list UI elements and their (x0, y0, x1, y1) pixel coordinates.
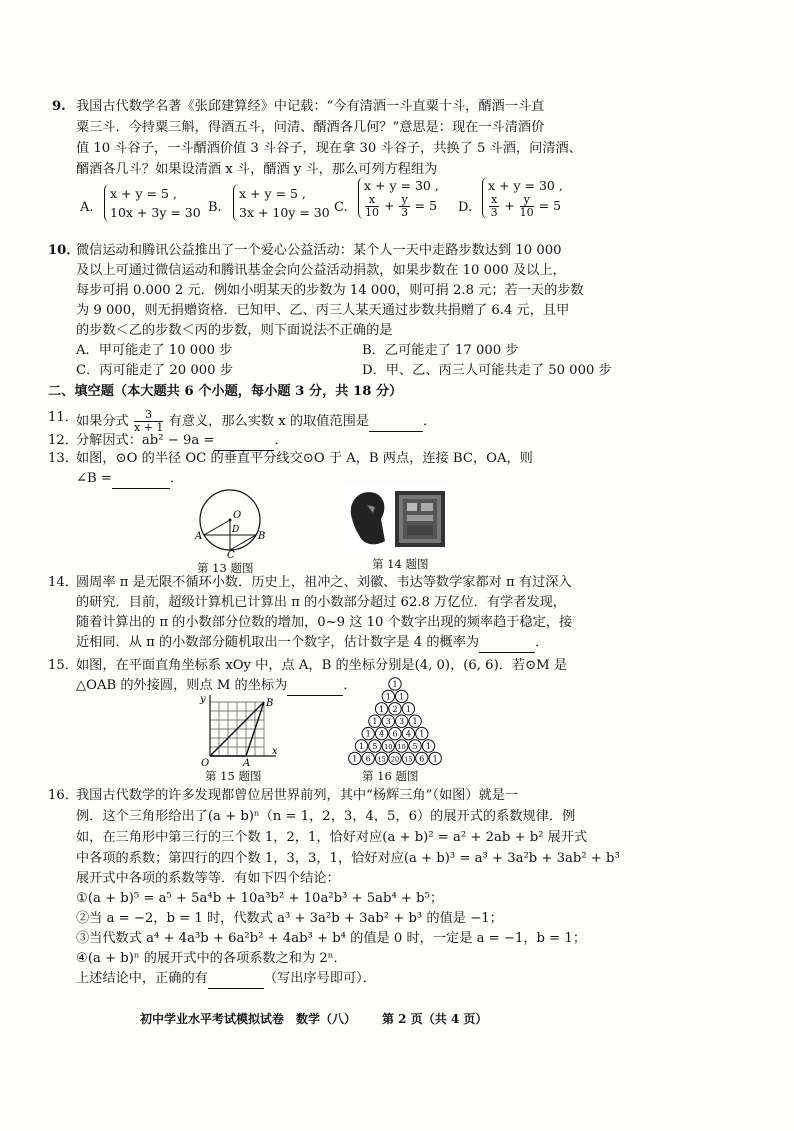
q9-option-b-eq1: x + y = 5 , (239, 186, 306, 201)
q9-line-3: 值 10 斗谷子，一斗醑酒价值 3 斗谷子，现在拿 30 斗谷子，共换了 5 斗酒，问清酒、 (76, 141, 582, 156)
q12-answer-blank (214, 432, 274, 451)
figure-15-grid (196, 692, 280, 768)
q16-line-4: 中各项的系数；第四行的四个数 1，3，3，1，恰好对应(a + b)³ = a³ + 3a²b + 3ab² + b³ (76, 851, 620, 866)
q15-number: 15． (48, 658, 78, 673)
q9-option-c-frac-x: $\frac{x}{10}$ (365, 193, 379, 219)
q14-line-1: 圆周率 π 是无限不循环小数．历史上，祖冲之、刘徽、韦达等数学家都对 π 有过深入 (76, 575, 572, 590)
q10-option-d: D．甲、乙、丙三人可能共走了 50 000 步 (362, 363, 612, 378)
q16-line-2: 例．这个三角形给出了(a + b)ⁿ（n = 1，2，3，4，5，6）的展开式的系数规律．例 (76, 809, 576, 824)
triangle-value: 5 (372, 742, 378, 751)
section-2-heading: 二、填空题（本大题共 6 个小题，每小题 3 分，共 18 分） (48, 384, 403, 399)
triangle-value: 4 (379, 729, 385, 739)
q16-line-1: 我国古代数学的许多发现都曾位居世界前列，其中“杨辉三角”（如图）就是一 (76, 788, 519, 803)
footer-page-number: 第 2 页（共 4 页） (382, 1012, 488, 1026)
q16-conclusion-3: ③当代数式 a⁴ + 4a³b + 6a²b² + 4ab³ + b⁴ 的值是 0 时，一定是 a = −1，b = 1； (76, 931, 587, 946)
triangle-value: 4 (405, 729, 411, 739)
triangle-value: 15 (377, 755, 386, 764)
q13-line-1: 如图，⊙O 的半径 OC 的垂直平分线交⊙O 于 A，B 两点，连接 BC，OA，则 (76, 451, 533, 466)
figure-15-caption: 第 15 题图 (205, 769, 262, 783)
q10-line-5: 的步数＜乙的步数＜丙的步数，则下面说法不正确的是 (76, 323, 393, 338)
q9-option-d-eq2: $\frac{x}{3}$ + $\frac{y}{10}$ = 5 (490, 193, 562, 219)
triangle-value: 10 (397, 743, 406, 751)
fig15-label-o: O (201, 758, 210, 768)
q9-option-b-system (233, 184, 330, 222)
figure-13-caption: 第 13 题图 (197, 561, 254, 575)
triangle-value: 6 (365, 754, 371, 764)
q9-option-d-system (482, 177, 563, 219)
q11-text: 如果分式 $\frac{3}{x + 1}$ 有意义，那么实数 x 的取值范围是 ． (76, 408, 437, 434)
triangle-value: 1 (365, 729, 371, 739)
q15-line-1: 如图，在平面直角坐标系 xOy 中，点 A，B 的坐标分别是(4, 0)，(6, 6)．若⊙M 是 (76, 658, 568, 673)
figure-13-circle (190, 484, 270, 558)
figure-16-yanghui-triangle (340, 676, 450, 768)
q16-answer-blank (208, 970, 264, 989)
q9-line-4: 醑酒各几斗？如果设清酒 x 斗，醑酒 y 斗，那么可列方程组为 (76, 162, 438, 177)
q10-line-3: 每步可捐 0.000 2 元．例如小明某天的步数为 14 000，则可捐 2.8 元；若一天的步数 (76, 283, 584, 298)
footer-exam-title: 初中学业水平考试模拟试卷 数学（八） (140, 1012, 357, 1026)
triangle-value: 3 (385, 717, 391, 727)
q15-line-2: △OAB 的外接圆，则点 M 的坐标为 ． (76, 677, 357, 696)
triangle-value: 1 (425, 742, 432, 751)
triangle-value: 5 (412, 742, 418, 751)
q11-answer-blank (369, 413, 423, 432)
fig13-label-b: B (258, 531, 266, 542)
triangle-value: 1 (419, 729, 425, 739)
q10-line-4: 为 9 000，则无捐赠资格．已知甲、乙、丙三人某天通过步数共捐赠了 6.4 元，且甲 (76, 303, 570, 318)
q9-option-a-label: A. (80, 200, 94, 215)
triangle-value: 1 (358, 742, 365, 751)
q14-answer-blank (479, 634, 535, 653)
triangle-value: 1 (372, 717, 378, 727)
q9-number: 9. (52, 99, 66, 114)
q10-line-2: 及以上可通过微信运动和腾讯基金会向公益活动捐款，如果步数在 10 000 及以上， (76, 263, 566, 278)
triangle-value: 3 (399, 717, 405, 727)
q9-option-c-frac-y: $\frac{y}{3}$ (401, 193, 409, 219)
q9-option-c-eq2: $\frac{x}{10}$ + $\frac{y}{3}$ = 5 (365, 193, 438, 219)
q9-line-1: 我国古代数学名著《张邱建算经》中记载：“今有清酒一斗直粟十斗，醑酒一斗直 (76, 99, 545, 114)
fig13-label-o: O (233, 510, 242, 521)
fig15-axis-y: y (200, 694, 206, 705)
q9-option-c-label: C. (334, 200, 348, 215)
fig13-label-c: C (227, 550, 235, 558)
q9-option-a-eq1: x + y = 5 , (110, 186, 177, 201)
fig13-label-d: D (232, 525, 240, 535)
q9-line-2: 粟三斗．今持粟三斛，得酒五斗，问清、醑酒各几何？”意思是：现在一斗清酒价 (76, 120, 545, 135)
triangle-value: 1 (352, 754, 358, 764)
triangle-value: 2 (392, 704, 398, 714)
q16-conclusion-4: ④(a + b)ⁿ 的展开式中的各项系数之和为 2ⁿ． (76, 951, 347, 966)
q12-number: 12． (48, 433, 78, 448)
figure-14-caption: 第 14 题图 (372, 557, 429, 571)
q11-fraction: $\frac{3}{x + 1}$ (133, 408, 164, 434)
triangle-value: 1 (385, 692, 391, 702)
fig15-axis-x: x (272, 746, 278, 757)
q9-option-d-frac-x: $\frac{x}{3}$ (490, 193, 498, 219)
q9-option-c-system (358, 177, 439, 219)
q10-option-a: A．甲可能走了 10 000 步 (76, 343, 233, 358)
figure-16-caption: 第 16 题图 (362, 769, 419, 783)
q16-number: 16． (48, 788, 78, 803)
triangle-value: 1 (432, 754, 438, 764)
q11-number: 11． (48, 410, 78, 425)
q10-option-c: C．丙可能走了 20 000 步 (76, 363, 233, 378)
q14-number: 14． (48, 575, 78, 590)
q10-number: 10． (48, 243, 80, 258)
triangle-value: 6 (392, 729, 398, 739)
q13-number: 13． (48, 451, 78, 466)
q9-option-b-eq2: 3x + 10y = 30 (239, 205, 330, 220)
q13-line-2: ∠B = ． (76, 470, 183, 489)
triangle-value: 1 (392, 680, 398, 689)
triangle-value: 10 (384, 743, 393, 751)
q9-option-d-frac-y: $\frac{y}{10}$ (519, 193, 534, 219)
triangle-value: 1 (405, 704, 411, 714)
q9-option-a-eq2: 10x + 3y = 30 (110, 205, 201, 220)
q16-line-3: 如，在三角形中第三行的三个数 1，2，1，恰好对应(a + b)² = a² + 2ab + b² 展开式 (76, 830, 588, 845)
q9-option-a-system (104, 184, 201, 222)
fig13-label-a: A (195, 531, 203, 542)
fig15-label-b: B (266, 698, 274, 709)
fig15-label-a: A (243, 758, 251, 768)
triangle-value: 20 (390, 755, 400, 764)
q10-line-1: 微信运动和腾讯公益推出了一个爱心公益活动：某个人一天中走路步数达到 10 000 (76, 243, 562, 258)
q16-line-6: 上述结论中，正确的有 （写出序号即可）． (76, 970, 376, 989)
q15-answer-blank (287, 677, 343, 696)
q10-option-b: B．乙可能走了 17 000 步 (362, 343, 519, 358)
q14-line-4: 近相同．从 π 的小数部分随机取出一个数字，估计数字是 4 的概率为 ． (76, 634, 548, 653)
q9-option-d-eq1: x + y = 30 , (488, 178, 563, 193)
triangle-value: 1 (379, 704, 385, 714)
triangle-value: 6 (419, 754, 425, 764)
q9-option-d-label: D. (458, 200, 473, 215)
q9-option-b-label: B. (208, 200, 222, 215)
q12-text: 分解因式：ab² − 9a = ． (76, 432, 288, 451)
figure-14-image (345, 485, 449, 553)
q16-line-5: 展开式中各项的系数等等．有如下四个结论： (76, 871, 340, 886)
triangle-value: 15 (404, 755, 413, 764)
triangle-value: 1 (399, 692, 405, 702)
triangle-value: 1 (412, 717, 418, 727)
q16-conclusion-1: ①(a + b)⁵ = a⁵ + 5a⁴b + 10a³b² + 10a²b³ + 5ab⁴ + b⁵； (76, 891, 444, 906)
q14-line-2: 的研究．目前，超级计算机已计算出 π 的小数部分超过 62.8 万亿位．有学者发现， (76, 595, 566, 610)
q9-option-c-eq1: x + y = 30 , (364, 178, 439, 193)
q13-answer-blank (112, 470, 170, 489)
q16-conclusion-2: ②当 a = −2，b = 1 时，代数式 a³ + 3a²b + 3ab² + b³ 的值是 −1； (76, 911, 503, 926)
q14-line-3: 随着计算出的 π 的小数部分位数的增加，0~9 这 10 个数字出现的频率趋于稳定，接 (76, 615, 573, 630)
